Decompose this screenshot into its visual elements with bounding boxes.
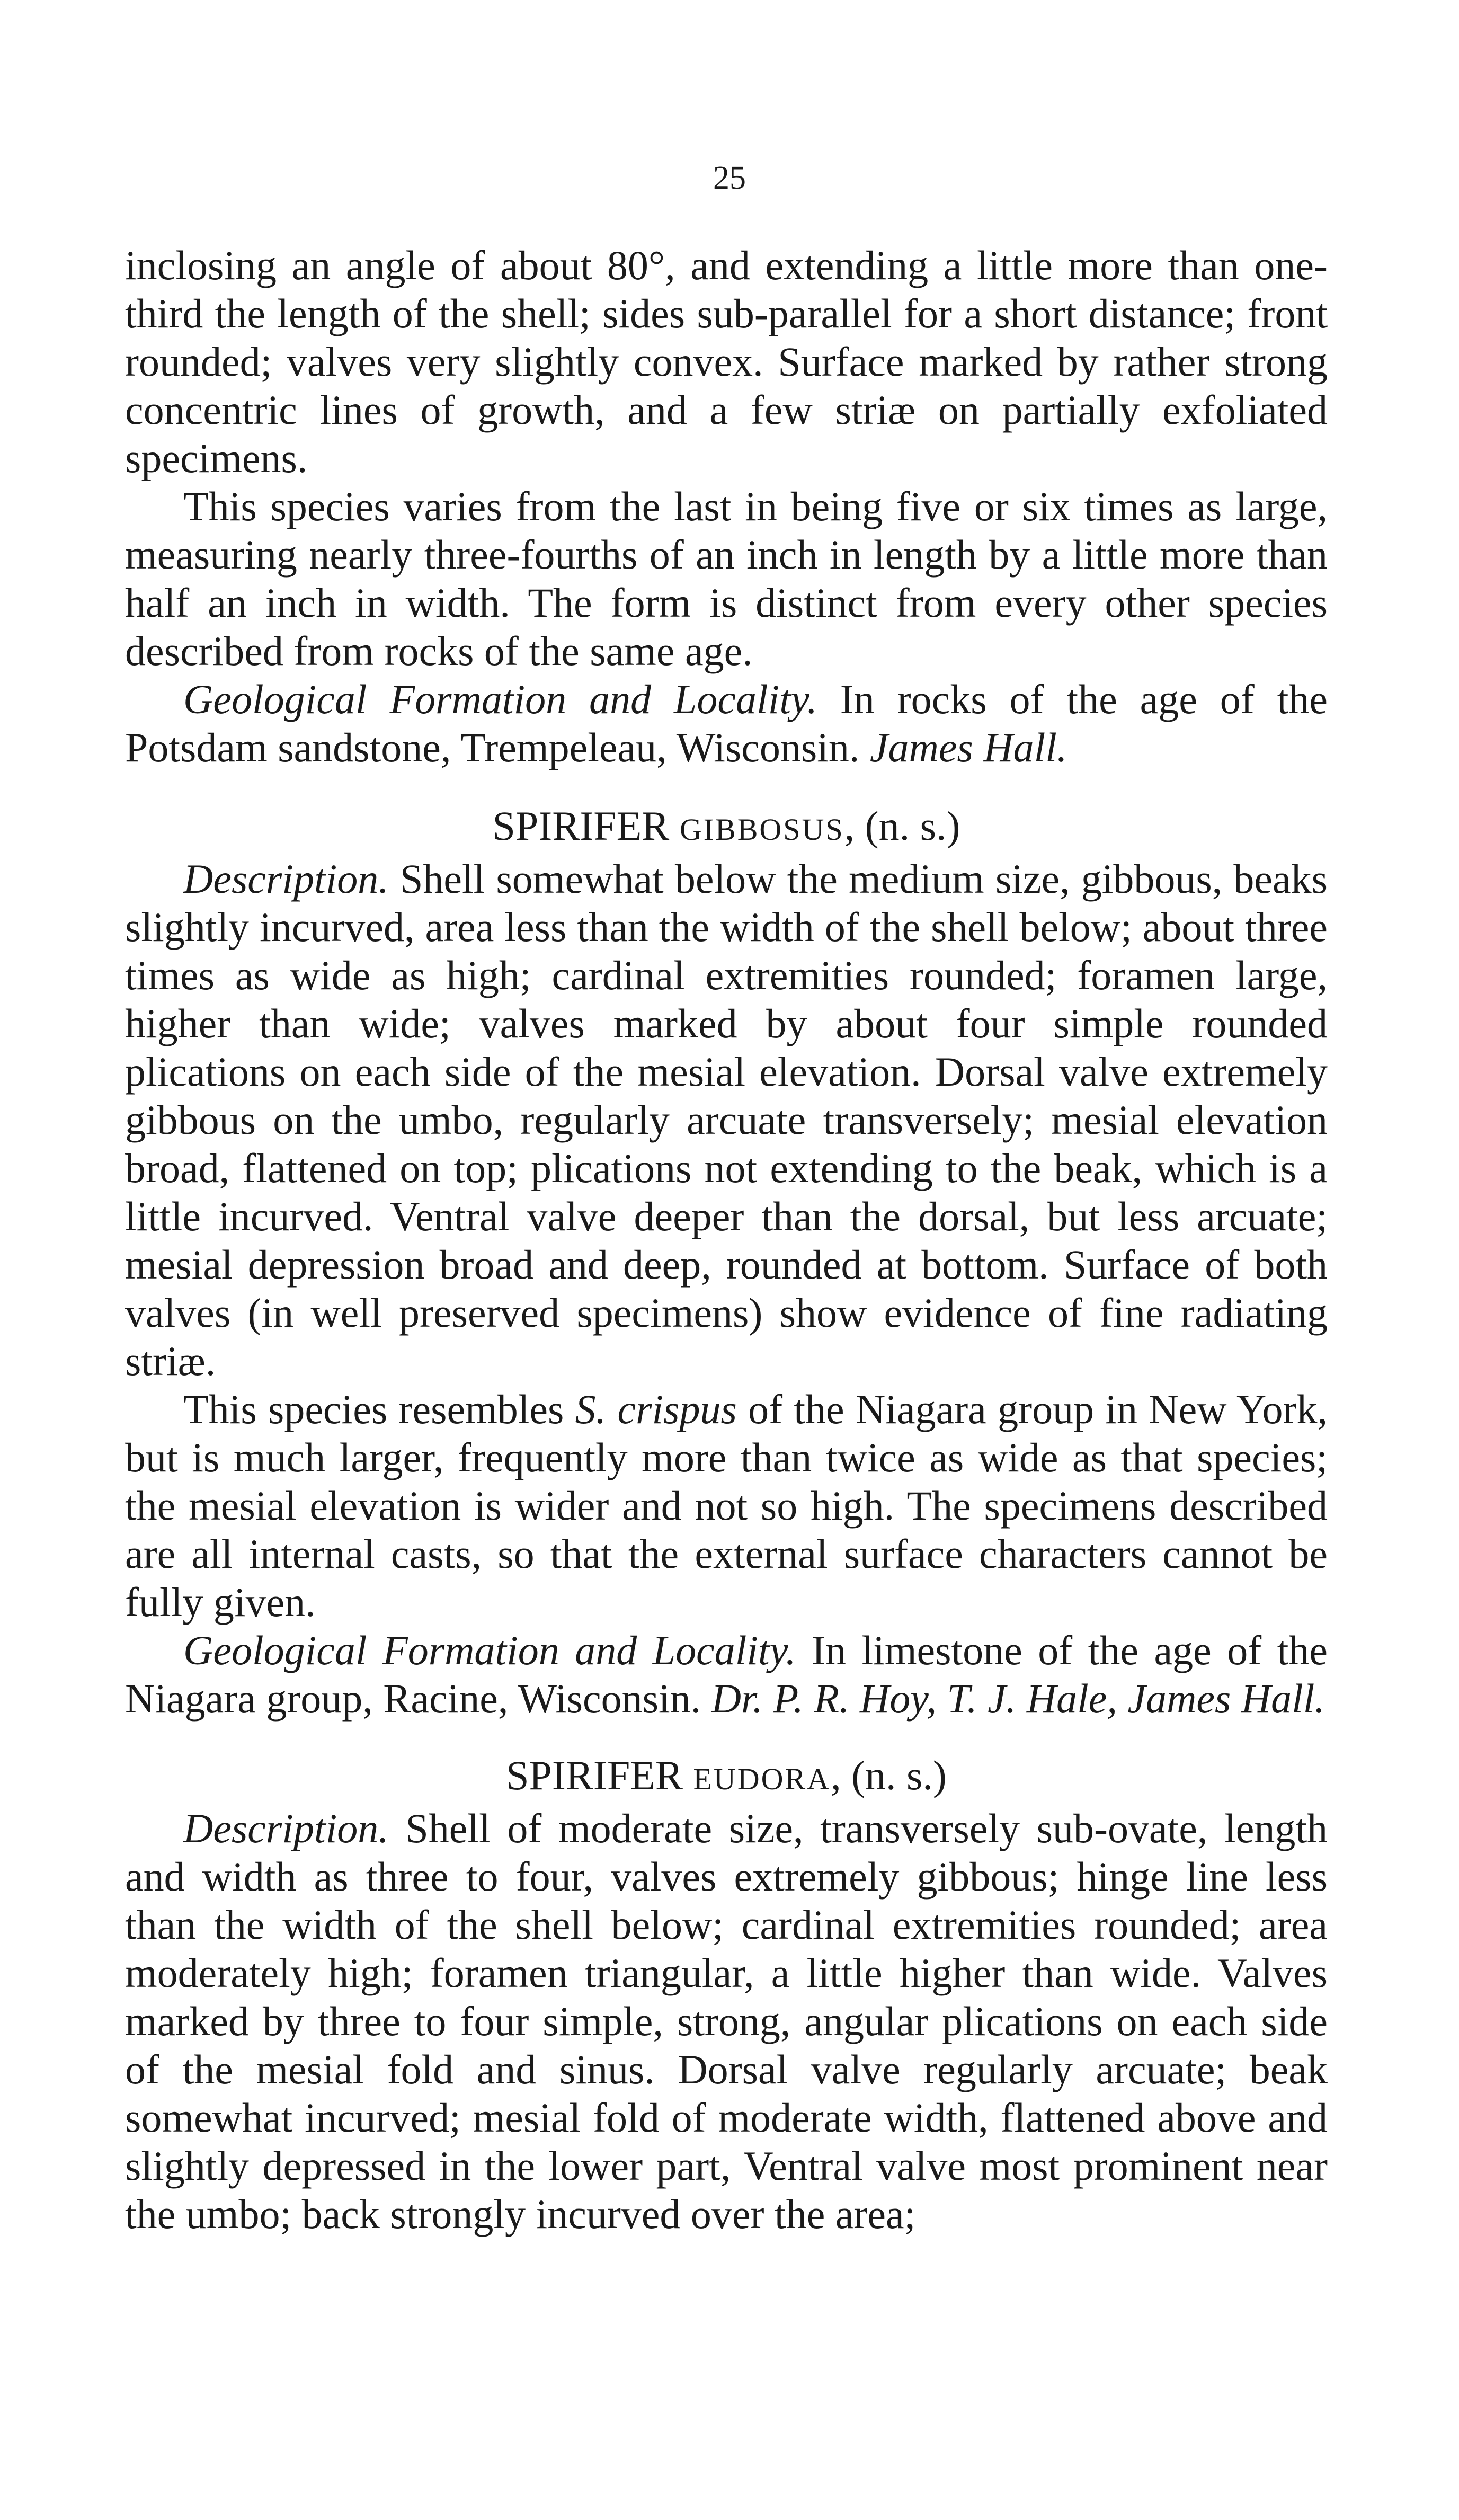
species-heading-gibbosus <box>125 802 1328 854</box>
species-name: GIBBOSUS <box>679 812 844 847</box>
locality-label: Geological Formation and Locality. <box>183 676 817 722</box>
comparison-text-after: of the Niagara group in New York, but is much larger, frequently more than twice as wide as that species; the mesial elevation is wider and not so high. The specimens described are all internal casts, so that the external surface characters cannot be fully given. <box>125 1386 1328 1625</box>
genus-name: SPIRIFER <box>492 803 680 849</box>
locality-label: Geological Formation and Locality. <box>183 1627 796 1673</box>
comparison-text-before: This species resembles <box>183 1386 575 1432</box>
description-text: Shell somewhat below the medium size, gibbous, beaks slightly incurved, area less than the width of the shell below; about three times as wide as high; cardinal extremities rounded; foramen large, higher than wide; valves marked by about four simple rounded plications on each side of the mesial elevation. Dorsal valve extremely gibbous on the umbo, regularly arcuate transversely; mesial elevation broad, flattened on top; plications not extending to the beak, which is a little incurved. Ventral valve deeper than the dorsal, but less arcuate; mesial depression broad and deep, rounded at bottom. Surface of both valves (in well preserved specimens) show evidence of fine radiating striæ. <box>125 856 1328 1384</box>
page-number: 25 <box>713 160 746 196</box>
genus-name: SPIRIFER <box>506 1752 693 1798</box>
author-name: James Hall. <box>869 724 1067 770</box>
species-name: EUDORA <box>693 1762 831 1796</box>
author-names: Dr. P. R. Hoy, T. J. Hale, James Hall. <box>711 1675 1325 1722</box>
species-reference: S. crispus <box>575 1386 737 1432</box>
paragraph-species-comparison: This species varies from the last in being five or six times as large, measuring nearly three-fourths of an inch in length by a little more than half an inch in width. The form is distinct from every other species described from rocks of the same age. <box>125 483 1328 674</box>
paragraph-locality <box>125 1626 1328 1723</box>
description-label: Description. <box>183 1805 389 1851</box>
species-suffix: , (n. s.) <box>831 1752 947 1798</box>
locality-text: In rocks of the age of the Potsdam sandstone, Trempeleau, Wisconsin. <box>125 676 1328 770</box>
paragraph-comparison <box>125 1385 1328 1626</box>
species-suffix: , (n. s.) <box>844 803 960 849</box>
paragraph-description <box>125 1804 1328 2238</box>
paragraph-shell-description: inclosing an angle of about 80°, and extending a little more than one-third the length of the shell; sides sub-parallel for a short distance; front rounded; valves very slightly convex. Surface marked by rather strong concentric lines of growth, and a few striæ on partially exfoliated specimens. <box>125 242 1328 481</box>
locality-text: In limestone of the age of the Niagara group, Racine, Wisconsin. <box>125 1627 1328 1722</box>
paragraph-description <box>125 855 1328 1385</box>
eudora-section <box>125 1804 1328 2238</box>
gibbosus-section <box>125 855 1328 1723</box>
continued-description <box>125 241 1328 771</box>
paragraph-locality <box>125 675 1328 771</box>
species-heading-eudora <box>125 1751 1328 1803</box>
description-label: Description. <box>183 856 389 902</box>
description-text: Shell of moderate size, transversely sub-ovate, length and width as three to four, valves extremely gibbous; hinge line less than the width of the shell below; cardinal extremities rounded; area moderately high; foramen triangular, a little higher than wide. Valves marked by three to four simple, strong, angular plications on each side of the mesial fold and sinus. Dorsal valve regularly arcuate; beak somewhat incurved; mesial fold of moderate width, flattened above and slightly depressed in the lower part, Ventral valve most prominent near the umbo; back strongly incurved over the area; <box>125 1805 1328 2237</box>
